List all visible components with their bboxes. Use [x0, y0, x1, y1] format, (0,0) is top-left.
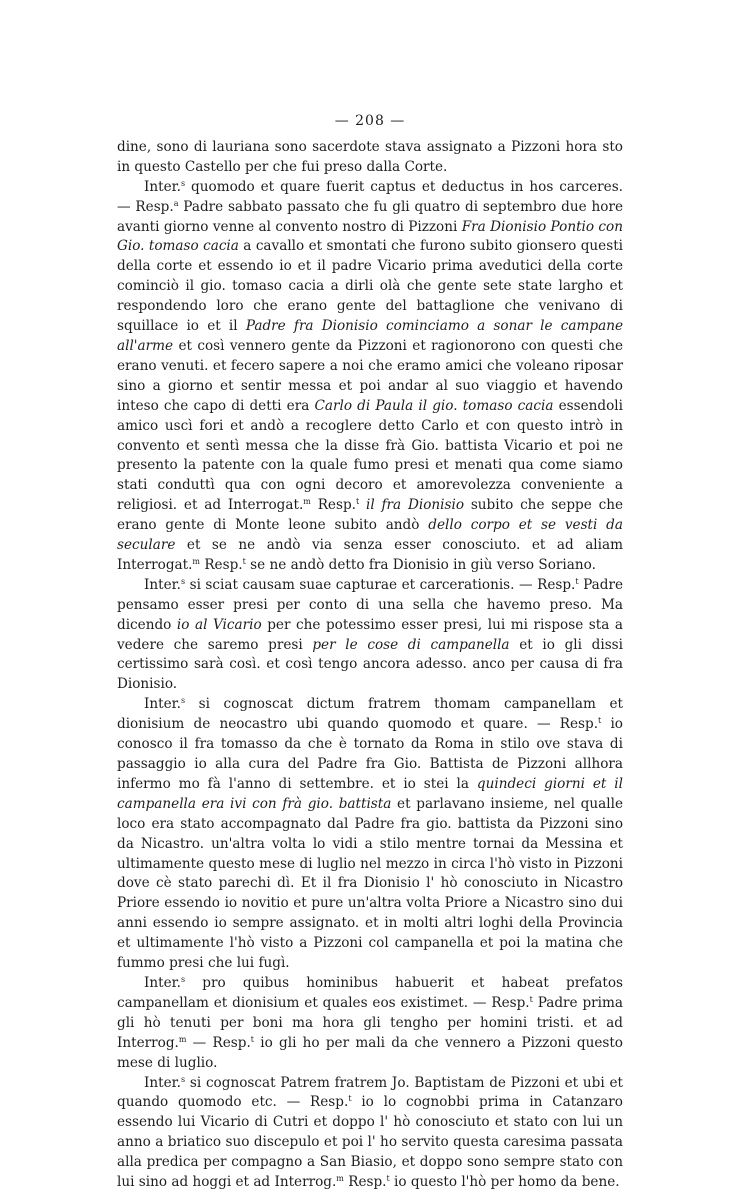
- superscript-text: t: [386, 1174, 390, 1184]
- text-run: essendoli amico uscì fori et andò a recoglere detto Carlo et con questo intrò in convento et sentì messa che la disse frà Gio. battista Vicario et poi ne presento la patente con la quale fumo presi et menati qua come siamo stati conduttì qua con ogni decoro et amorevolezza conveniente a religiosi. et ad Interrogat.: [117, 397, 623, 514]
- superscript-text: s: [180, 1074, 186, 1084]
- text-run: Padre prima gli hò tenuti per boni ma hora gli tengho per homini tristi. et ad Interrog.: [117, 994, 623, 1051]
- page-number: — 208 —: [334, 113, 406, 129]
- paragraph: [117, 695, 623, 974]
- superscript-text: t: [575, 576, 579, 586]
- superscript-text: t: [242, 556, 246, 566]
- superscript-text: m: [192, 556, 200, 566]
- italic-text: io al Vicario: [176, 616, 262, 633]
- italic-text: Padre fra Dionisio cominciamo a sonar le campane all'arme: [117, 318, 623, 354]
- text-run: Inter.: [144, 1074, 181, 1091]
- text-run: io conosco il fra tomasso da che è tornato da Roma in stilo ove stava di passaggio io alla cura del Padre fra Gio. Battista de Pizzoni allhora infermo mo fà l'anno di settembre. et io stei la: [117, 716, 623, 792]
- text-run: si sciat causam suae capturae et carcerationis. — Resp.: [185, 576, 576, 593]
- text-run: io questo l'hò per homo da bene.: [389, 1174, 620, 1191]
- paragraph: [117, 974, 623, 1074]
- italic-text: quindeci giorni et il campanella era ivi con frà gio. battista: [117, 775, 623, 812]
- text-run: pro quibus hominibus habuerit et habeat prefatos campanellam et dionisium et quales eos existimet. — Resp.: [117, 974, 623, 1011]
- document-page: [117, 112, 623, 1193]
- italic-text: per le cose di campanella: [312, 636, 510, 653]
- text-run: Inter.: [144, 576, 181, 593]
- text-run: — Resp.: [186, 1034, 251, 1051]
- superscript-text: t: [348, 1094, 352, 1104]
- paragraph: [117, 138, 623, 178]
- superscript-text: a: [173, 198, 179, 208]
- text-run: et parlavano insieme, nel qualle loco era stato accompagnato dal Padre fra gio. battista da Pizzoni sino da Nicastro. un'altra volta lo vidi a stilo mentre tornai da Messina et ultimamente questo mese di luglio nel mezzo in circa l'hò visto in Pizzoni dove cè stato parechi dì. Et il fra Dionisio l' hò conosciuto in Nicastro Priore essendo io novitio et pure un'altra volta Priore a Nicastro sino dui anni essendo io sempre assignato. et in molti altri loghi della Provincia et ultimamente l'hò visto a Pizzoni col campanella et poi la matina che fummo presi che lui fugì.: [117, 795, 623, 972]
- superscript-text: s: [180, 974, 186, 984]
- text-run: Inter.: [144, 178, 181, 195]
- paragraph: [117, 178, 623, 576]
- superscript-text: m: [178, 1034, 187, 1044]
- text-run: quomodo et quare fuerit captus et deductus in hos carceres. — Resp.: [117, 178, 623, 215]
- text-run: si cognoscat dictum fratrem thomam campanellam et dionisium de neocastro ubi quando quomodo et quare. — Resp.: [117, 696, 623, 733]
- text-run: per che potessimo esser presi, lui mi rispose sta a vedere che saremo presi: [117, 616, 623, 653]
- text-run: Inter.: [144, 974, 181, 991]
- text-run: dine, sono di lauriana sono sacerdote stava assignato a Pizzoni hora sto in questo Castello per che fui preso dalla Corte.: [117, 138, 623, 175]
- text-run: Padre sabbato passato che fu gli quatro di septembro due hore avanti giorno venne al convento nostro di Pizzoni: [117, 198, 623, 235]
- superscript-text: t: [355, 497, 360, 507]
- superscript-text: m: [336, 1174, 344, 1184]
- text-run: si cognoscat Patrem fratrem Jo. Baptistam de Pizzoni et ubi et quando quomodo etc. — Resp.: [117, 1074, 623, 1111]
- superscript-text: t: [250, 1034, 255, 1044]
- text-run: io lo cognobbi prima in Catanzaro essendo lui Vicario di Cutri et doppo l' hò conosciuto et stato con lui un anno a briatico suo discepulo et poi l' ho servito questa caresima passata alla predica per compagno a San Biasio, et doppo sono sempre stato con lui sino ad hoggi et ad Interrog.: [117, 1094, 623, 1191]
- italic-text: Fra Dionisio Pontio con Gio. tomaso cacia: [117, 218, 623, 255]
- text-run: et io gli dissi certissimo sarà così. et così tengo ancora adesso. anco per causa di fra Dionisio.: [117, 636, 623, 693]
- superscript-text: m: [303, 497, 311, 507]
- text-run: Padre pensamo esser presi per conto di una sella che havemo preso. Ma dicendo: [117, 576, 623, 633]
- italic-text: il fra Dionisio: [366, 497, 465, 514]
- italic-text: Carlo di Paula il gio. tomaso cacia: [314, 397, 554, 414]
- text-run: subito che seppe che erano gente di Monte leone subito andò: [117, 497, 623, 534]
- text-run: se ne andò detto fra Dionisio in giù verso Soriano.: [245, 556, 596, 573]
- superscript-text: t: [598, 716, 602, 726]
- text-run: Resp.: [200, 556, 243, 573]
- text-run: [359, 497, 366, 513]
- superscript-text: s: [180, 178, 186, 188]
- text-run: Resp.: [343, 1174, 387, 1191]
- text-run: a cavallo et smontati che furono subito gionsero questi della corte et essendo io et il padre Vicario prima avedutici della corte cominciò il gio. tomaso cacia a dirli olà che gente sete state largho et respondendo loro che erano gente del battaglione che venivano di squillace io et il: [117, 238, 624, 335]
- superscript-text: s: [180, 576, 186, 586]
- paragraph: [117, 576, 623, 695]
- superscript-text: s: [180, 696, 186, 706]
- text-run: Resp.: [310, 497, 356, 514]
- paragraph: [117, 1074, 623, 1193]
- text-run: Inter.: [144, 696, 181, 713]
- italic-text: dello corpo et se vesti da seculare: [117, 517, 623, 554]
- superscript-text: t: [529, 994, 533, 1004]
- text-run: io gli ho per mali da che vennero a Pizzoni questo mese di luglio.: [117, 1034, 623, 1071]
- document-body: [117, 138, 623, 1193]
- text-run: et se ne andò via senza esser conosciuto. et ad aliam Interrogat.: [117, 537, 623, 573]
- text-run: et così vennero gente da Pizzoni et ragionorono con questi che erano venuti. et fecero sapere a noi che eramo amici che voleano riposar sino a giorno et sentir messa et poi andar al suo viaggio et havendo inteso che capo di detti era: [117, 337, 623, 414]
